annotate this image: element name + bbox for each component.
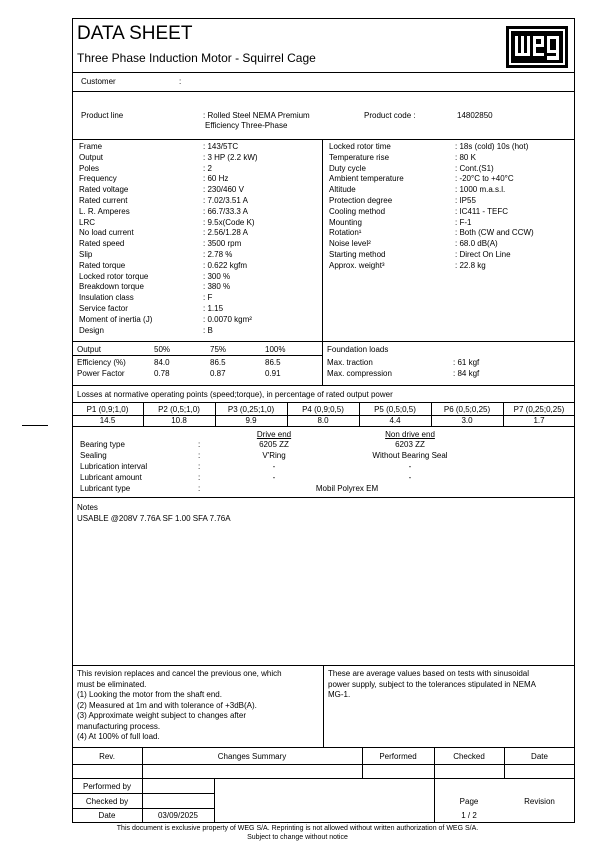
specs-right-labels bbox=[329, 142, 404, 272]
loss-point-header: P1 (0,9;1,0) bbox=[86, 405, 129, 414]
spec-label: Locked rotor time bbox=[329, 142, 391, 151]
spec-label: Altitude bbox=[329, 185, 356, 195]
loss-value: 9.9 bbox=[245, 416, 257, 425]
efficiency-50: 84.0 bbox=[154, 358, 170, 367]
spec-value: : -20°C to +40°C bbox=[455, 174, 514, 184]
losses-col-divider bbox=[143, 402, 144, 426]
losses-col-divider bbox=[287, 402, 288, 426]
losses-col-divider bbox=[215, 402, 216, 426]
max-compression-value: : 84 kgf bbox=[453, 369, 480, 378]
lubricant-type-label: Lubricant type bbox=[80, 484, 131, 493]
lubrication-interval-drive: - bbox=[272, 462, 276, 471]
loss-value: 10.8 bbox=[171, 416, 187, 425]
spec-label: Rotation¹ bbox=[329, 228, 362, 238]
spec-value: : IC411 - TEFC bbox=[455, 206, 509, 216]
remarks-divider bbox=[323, 665, 324, 747]
max-traction-label: Max. traction bbox=[327, 358, 373, 367]
spec-value: : 3 HP (2.2 kW) bbox=[203, 152, 258, 162]
loss-value: 1.7 bbox=[533, 416, 545, 425]
bearing-type-nondrive: 6203 ZZ bbox=[395, 440, 425, 449]
spec-label: Service factor bbox=[79, 303, 128, 313]
spec-value: : 230/460 V bbox=[203, 185, 244, 195]
header-divider bbox=[72, 72, 575, 73]
spec-label: Protection degree bbox=[329, 195, 393, 205]
power-factor-75: 0.87 bbox=[210, 369, 226, 378]
spec-label: Moment of inertia (J) bbox=[79, 314, 153, 324]
non-drive-end-header: Non drive end bbox=[385, 430, 435, 439]
bearing-colon: : bbox=[198, 440, 201, 449]
rev-row-divider bbox=[72, 778, 575, 779]
sealing-nondrive: Without Bearing Seal bbox=[372, 451, 448, 460]
performed-by-label: Performed by bbox=[82, 782, 132, 791]
spec-value: : F-1 bbox=[455, 217, 472, 227]
perf-bottom-divider bbox=[72, 385, 575, 386]
lubricant-amount-nondrive: - bbox=[408, 473, 412, 482]
performed-header: Performed bbox=[379, 752, 417, 761]
spec-label: Breakdown torque bbox=[79, 282, 144, 292]
spec-value: : 80 K bbox=[455, 152, 476, 162]
spec-label: Frequency bbox=[79, 174, 117, 184]
spec-label: Locked rotor torque bbox=[79, 271, 149, 281]
max-compression-label: Max. compression bbox=[327, 369, 392, 378]
specs-right-values bbox=[455, 142, 534, 272]
loss-point-header: P7 (0,25;0,25) bbox=[513, 405, 565, 414]
remark-line: (4) At 100% of full load. bbox=[77, 732, 160, 741]
losses-title: Losses at normative operating points (speed;torque), in percentage of rated output power bbox=[77, 390, 393, 399]
checked-by-label: Checked by bbox=[85, 797, 129, 806]
specs-left-labels bbox=[79, 142, 152, 336]
remarks-bottom-divider bbox=[72, 747, 575, 748]
remark-line: These are average values based on tests with sinusoidal bbox=[328, 669, 530, 678]
spec-value: : 7.02/3.51 A bbox=[203, 195, 248, 205]
product-divider bbox=[72, 139, 575, 140]
spec-label: Rated speed bbox=[79, 239, 125, 249]
product-code-value: 14802850 bbox=[457, 111, 493, 120]
footer-notice: Subject to change without notice bbox=[247, 834, 348, 841]
remark-line: must be eliminated. bbox=[77, 679, 147, 689]
spec-value: : Both (CW and CCW) bbox=[455, 228, 534, 238]
spec-label: Slip bbox=[79, 249, 93, 259]
customer-label: Customer bbox=[81, 77, 116, 86]
rev-header: Rev. bbox=[99, 752, 115, 761]
page-label: Page bbox=[459, 797, 479, 806]
spec-value: : 22.8 kg bbox=[455, 260, 486, 270]
bearing-colon: : bbox=[198, 484, 201, 493]
sign-col-divider bbox=[214, 778, 215, 823]
remark-line: (1) Looking the motor from the shaft end. bbox=[77, 690, 222, 699]
spec-label: Insulation class bbox=[79, 293, 134, 303]
date-value: 03/09/2025 bbox=[157, 811, 199, 820]
lubricant-amount-drive: - bbox=[272, 473, 276, 482]
sealing-label: Sealing bbox=[80, 451, 107, 460]
perf-header-100: 100% bbox=[265, 345, 286, 354]
spec-value: : 1.15 bbox=[203, 303, 224, 313]
date-label: Date bbox=[98, 811, 116, 820]
bearing-type-label: Bearing type bbox=[80, 440, 125, 449]
page-value: 1 / 2 bbox=[461, 811, 477, 820]
max-traction-value: : 61 kgf bbox=[453, 358, 480, 367]
remark-line: MG-1. bbox=[328, 690, 351, 699]
spec-label: Noise level² bbox=[329, 239, 371, 249]
customer-colon: : bbox=[179, 77, 182, 86]
lubricant-type-value: Mobil Polyrex EM bbox=[315, 484, 379, 493]
power-factor-label: Power Factor bbox=[77, 369, 125, 378]
loss-value: 4.4 bbox=[389, 416, 401, 425]
efficiency-label: Efficiency (%) bbox=[77, 358, 126, 367]
loss-point-header: P5 (0,5;0,5) bbox=[374, 405, 416, 414]
bearing-colon: : bbox=[198, 462, 201, 471]
remark-line: This revision replaces and cancel the previous one, which bbox=[77, 669, 282, 678]
spec-value: : 2 bbox=[203, 163, 212, 173]
spec-label: Cooling method bbox=[329, 206, 386, 216]
spec-value: : B bbox=[203, 325, 213, 335]
spec-value: : 60 Hz bbox=[203, 174, 229, 184]
spec-label: LRC bbox=[79, 217, 96, 227]
date-header: Date bbox=[531, 752, 548, 761]
revision-label: Revision bbox=[524, 797, 555, 806]
losses-col-divider bbox=[359, 402, 360, 426]
sign-col-divider bbox=[142, 778, 143, 823]
foundation-title: Foundation loads bbox=[327, 345, 389, 354]
spec-label: Approx. weight³ bbox=[329, 260, 385, 270]
drive-end-header: Drive end bbox=[256, 430, 292, 439]
product-line-value: : Rolled Steel NEMA Premium bbox=[203, 111, 310, 120]
spec-value: : 143/5TC bbox=[203, 142, 239, 151]
loss-value: 8.0 bbox=[317, 416, 329, 425]
rev-col-divider bbox=[434, 747, 435, 778]
remark-line: (3) Approximate weight subject to changes after bbox=[77, 711, 246, 720]
power-factor-100: 0.91 bbox=[265, 369, 281, 378]
remark-line: (2) Measured at 1m and with tolerance of +3dB(A). bbox=[77, 700, 257, 710]
spec-value: : 66.7/33.3 A bbox=[203, 206, 248, 216]
bearing-colon: : bbox=[198, 451, 201, 460]
spec-label: Output bbox=[79, 152, 104, 162]
product-line-value-2: Efficiency Three-Phase bbox=[205, 121, 288, 130]
footer-copyright: This document is exclusive property of WEG S/A. Reprinting is not allowed without written authorization of WEG S/A. bbox=[116, 825, 479, 832]
spec-label: Temperature rise bbox=[329, 152, 390, 162]
lubrication-interval-label: Lubrication interval bbox=[80, 462, 148, 471]
spec-value: : Direct On Line bbox=[455, 249, 511, 259]
spec-value: : 2.78 % bbox=[203, 249, 233, 259]
spec-value: : 1000 m.a.s.l. bbox=[455, 185, 506, 195]
loss-value: 3.0 bbox=[461, 416, 473, 425]
bearing-colon: : bbox=[198, 473, 201, 482]
spec-label: L. R. Amperes bbox=[79, 206, 130, 216]
product-line-label: Product line bbox=[81, 111, 124, 120]
remarks-right bbox=[328, 669, 573, 701]
loss-point-header: P2 (0,5;1,0) bbox=[158, 405, 200, 414]
power-factor-50: 0.78 bbox=[154, 369, 170, 378]
rev-header-divider bbox=[72, 764, 575, 765]
losses-bottom-divider bbox=[72, 426, 575, 427]
checked-header: Checked bbox=[453, 752, 485, 761]
spec-value: : 0.622 kgfm bbox=[203, 260, 248, 270]
spec-value: : 2.56/1.28 A bbox=[203, 228, 248, 238]
spec-label: Poles bbox=[79, 163, 100, 173]
losses-col-divider bbox=[431, 402, 432, 426]
checked-by-divider bbox=[72, 808, 214, 809]
spec-label: Frame bbox=[79, 142, 103, 151]
spec-value: : F bbox=[203, 293, 213, 303]
perf-header-50: 50% bbox=[154, 345, 171, 354]
bearing-type-drive: 6205 ZZ bbox=[259, 440, 289, 449]
performed-by-divider bbox=[72, 793, 214, 794]
perf-header-divider bbox=[72, 355, 322, 356]
page-title: DATA SHEET bbox=[77, 23, 193, 44]
sealing-drive: V'Ring bbox=[262, 451, 286, 460]
spec-label: Rated voltage bbox=[79, 185, 129, 195]
spec-value: : Cont.(S1) bbox=[455, 163, 494, 173]
spec-label: Rated torque bbox=[79, 260, 126, 270]
specs-bottom-divider bbox=[72, 341, 575, 342]
spec-label: Starting method bbox=[329, 249, 386, 259]
remark-line: power supply, subject to the tolerances stipulated in NEMA bbox=[328, 679, 536, 689]
specs-left-values bbox=[203, 142, 258, 336]
spec-value: : 300 % bbox=[203, 271, 231, 281]
rev-col-divider bbox=[504, 747, 505, 778]
spec-value: : 380 % bbox=[203, 282, 231, 292]
perf-header-75: 75% bbox=[210, 345, 227, 354]
loss-point-header: P4 (0,9;0,5) bbox=[302, 405, 344, 414]
spec-value: : 3500 rpm bbox=[203, 239, 242, 249]
spec-value: : 0.0070 kgm² bbox=[203, 314, 252, 324]
weg-logo bbox=[506, 26, 568, 68]
page-subtitle: Three Phase Induction Motor - Squirrel Cage bbox=[77, 51, 316, 65]
spec-label: Mounting bbox=[329, 217, 362, 227]
product-code-label: Product code : bbox=[364, 111, 416, 120]
specs-divider bbox=[322, 139, 323, 341]
spec-label: Rated current bbox=[79, 195, 128, 205]
spec-label: No load current bbox=[79, 228, 134, 238]
loss-value: 14.5 bbox=[99, 416, 116, 425]
perf-foundation-divider bbox=[322, 341, 323, 385]
remarks-left bbox=[77, 669, 322, 743]
loss-point-header: P3 (0,25;1,0) bbox=[227, 405, 275, 414]
spec-value: : IP55 bbox=[455, 195, 476, 205]
remark-line: manufacturing process. bbox=[77, 721, 161, 731]
notes-title: Notes bbox=[77, 503, 98, 512]
losses-col-divider bbox=[503, 402, 504, 426]
spec-label: Design bbox=[79, 325, 104, 335]
spec-value: : 18s (cold) 10s (hot) bbox=[455, 142, 529, 151]
efficiency-75: 86.5 bbox=[210, 358, 226, 367]
margin-mark bbox=[22, 425, 48, 426]
spec-value: : 68.0 dB(A) bbox=[455, 239, 498, 249]
losses-title-divider bbox=[72, 402, 575, 403]
rev-col-divider bbox=[362, 747, 363, 778]
changes-summary-header: Changes Summary bbox=[217, 752, 287, 761]
spec-value: : 9.5x(Code K) bbox=[203, 217, 255, 227]
notes-text: USABLE @208V 7.76A SF 1.00 SFA 7.76A bbox=[77, 514, 231, 523]
lubricant-amount-label: Lubricant amount bbox=[80, 473, 142, 482]
lubrication-interval-nondrive: - bbox=[408, 462, 412, 471]
rev-col-divider bbox=[142, 747, 143, 778]
page-col-divider bbox=[434, 778, 435, 823]
perf-header-output: Output bbox=[77, 345, 102, 354]
customer-divider bbox=[72, 91, 575, 92]
loss-point-header: P6 (0,5;0,25) bbox=[443, 405, 491, 414]
spec-label: Ambient temperature bbox=[329, 174, 404, 184]
efficiency-100: 86.5 bbox=[265, 358, 281, 367]
spec-label: Duty cycle bbox=[329, 163, 366, 173]
bearings-bottom-divider bbox=[72, 497, 575, 498]
